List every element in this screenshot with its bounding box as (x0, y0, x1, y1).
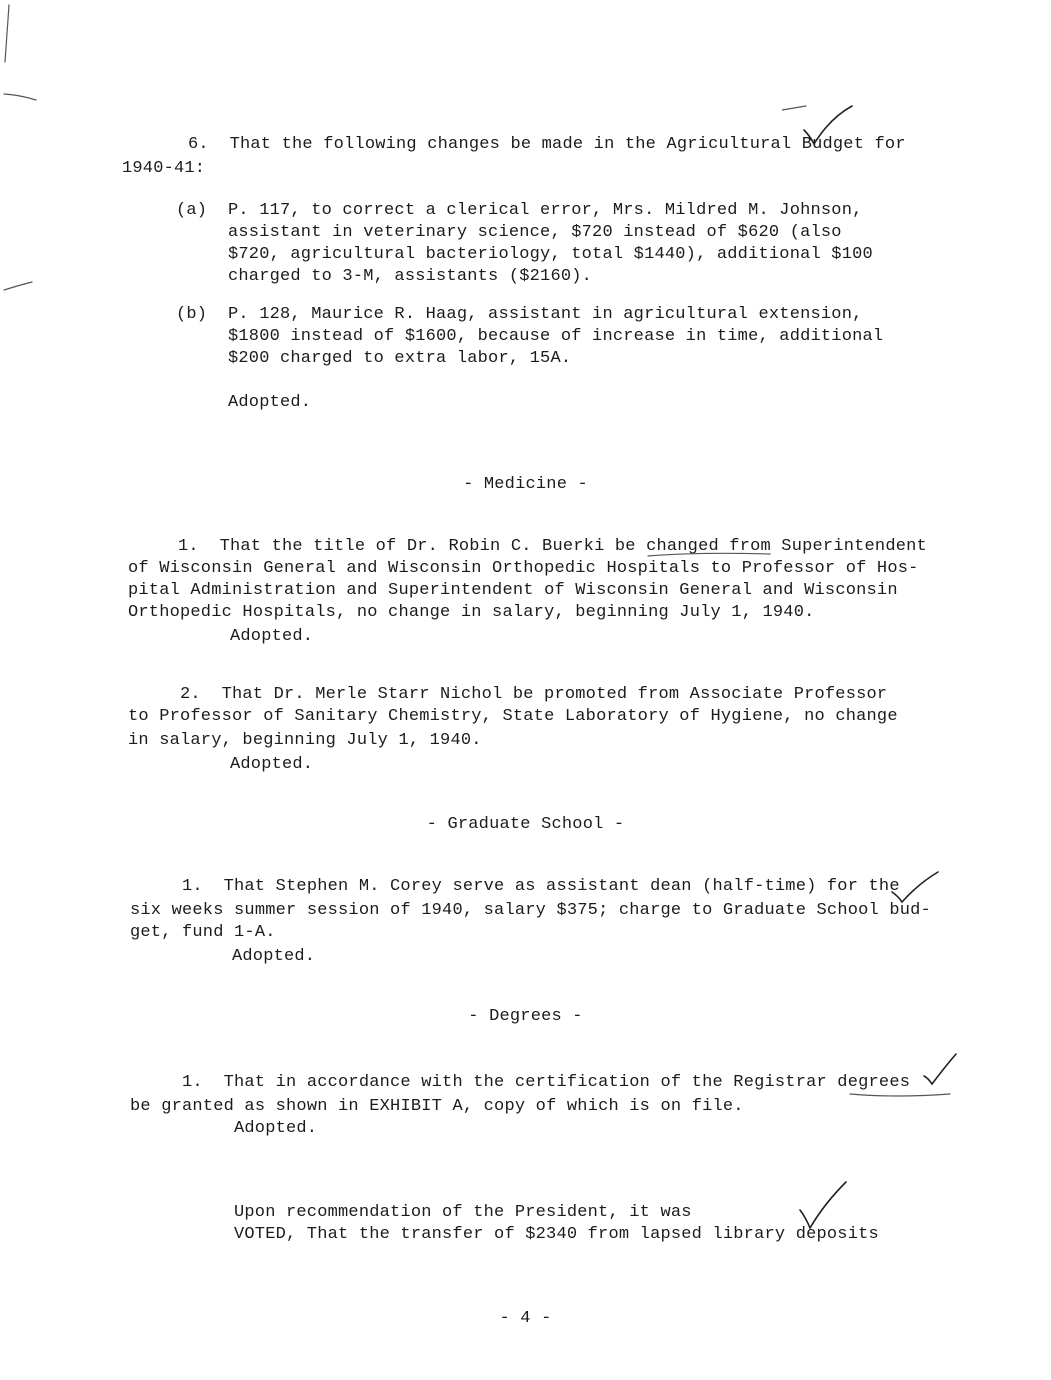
page-number: - 4 - (499, 1309, 552, 1328)
closing-line-1: Upon recommendation of the President, it was (234, 1203, 692, 1222)
medicine-heading: - Medicine - (463, 475, 588, 494)
check-mark-icon (880, 866, 950, 916)
item-6b-line-3: $200 charged to extra labor, 15A. (228, 349, 572, 368)
item-6b-line-1: P. 128, Maurice R. Haag, assistant in agricultural extension, (228, 305, 863, 324)
medicine-item-1-line-4: Orthopedic Hospitals, no change in salary, beginning July 1, 1940. (128, 603, 815, 622)
medicine-item-2-line-2: to Professor of Sanitary Chemistry, State Laboratory of Hygiene, no change (128, 707, 898, 726)
underline-mark (846, 1082, 956, 1102)
item-6a-line-1: P. 117, to correct a clerical error, Mrs. Mildred M. Johnson, (228, 201, 863, 220)
degrees-item-1-line-2: be granted as shown in EXHIBIT A, copy of which is on file. (130, 1097, 744, 1116)
degrees-item-1-line-1: 1. That in accordance with the certification of the Registrar degrees (182, 1073, 911, 1092)
item-6a-line-3: $720, agricultural bacteriology, total $1440), additional $100 (228, 245, 873, 264)
underline-mark (640, 544, 780, 564)
medicine-item-2-adopted: Adopted. (230, 755, 314, 774)
item-6a-line-4: charged to 3-M, assistants ($2160). (228, 267, 593, 286)
medicine-item-2-line-1: 2. That Dr. Merle Starr Nichol be promoted from Associate Professor (180, 685, 888, 704)
item-6-adopted: Adopted. (228, 393, 312, 412)
check-mark-icon (782, 100, 862, 150)
check-mark-icon (780, 1176, 860, 1236)
item-6a-label: (a) (176, 201, 208, 220)
medicine-item-1-adopted: Adopted. (230, 627, 314, 646)
scan-edge-mark (0, 0, 60, 300)
item-6-line-1: 6. That the following changes be made in the Agricultural Budget for (188, 135, 906, 154)
item-6a-line-2: assistant in veterinary science, $720 instead of $620 (also (228, 223, 842, 242)
item-6b-label: (b) (176, 305, 208, 324)
medicine-item-2-line-3: in salary, beginning July 1, 1940. (128, 731, 482, 750)
item-6b-line-2: $1800 instead of $1600, because of increase in time, additional (228, 327, 884, 346)
graduate-item-1-line-1: 1. That Stephen M. Corey serve as assistant dean (half-time) for the (182, 877, 900, 896)
graduate-item-1-line-2: six weeks summer session of 1940, salary $375; charge to Graduate School bud- (130, 901, 931, 920)
medicine-item-1-line-2: of Wisconsin General and Wisconsin Orthopedic Hospitals to Professor of Hos- (128, 559, 919, 578)
degrees-heading: - Degrees - (468, 1007, 583, 1026)
graduate-school-heading: - Graduate School - (426, 815, 625, 834)
medicine-item-1-line-3: pital Administration and Superintendent of Wisconsin General and Wisconsin (128, 581, 898, 600)
graduate-item-1-adopted: Adopted. (232, 947, 316, 966)
graduate-item-1-line-3: get, fund 1-A. (130, 923, 276, 942)
medicine-item-1-line-1: 1. That the title of Dr. Robin C. Buerki be changed from Superintendent (178, 537, 927, 556)
degrees-item-1-adopted: Adopted. (234, 1119, 318, 1138)
item-6-line-2: 1940-41: (122, 159, 206, 178)
closing-line-2: VOTED, That the transfer of $2340 from lapsed library deposits (234, 1225, 879, 1244)
